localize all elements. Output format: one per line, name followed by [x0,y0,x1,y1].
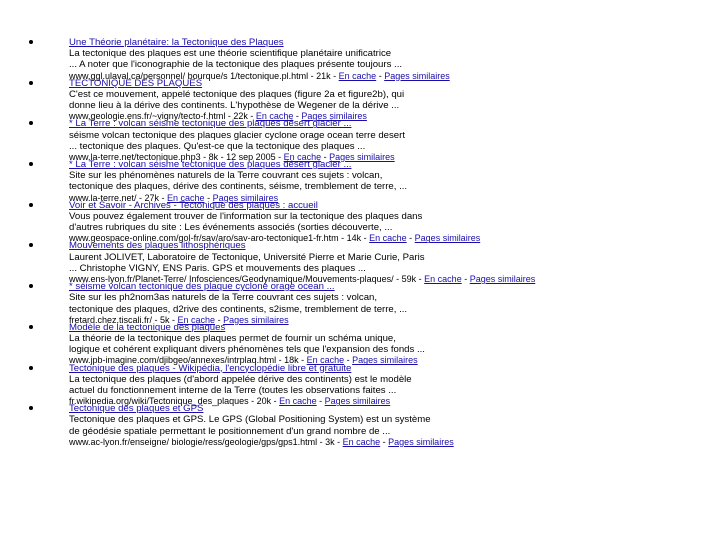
result-snippet-line: La théorie de la tectonique des plaques permet de fournir un schéma unique, [69,333,396,345]
link-separator: - [344,355,353,366]
similar-pages-link[interactable]: Pages similaires [469,274,536,285]
search-result-item [0,37,720,81]
link-separator: - [321,151,330,162]
result-url: www.la-terre.net/tectonique.php3 - 8k - 12 sep 2005 - [69,151,284,162]
result-snippet-line: La tectonique des plaques est une théorie scientifique planétaire unificatrice [69,48,392,60]
result-url: www.la-terre.net/ - 27k - [69,192,168,203]
link-separator: - [380,436,389,447]
link-separator: - [461,274,470,285]
result-snippet-line: actuel du fonctionnement interne de la Terre (toutes les observations faites ... [69,384,397,396]
similar-pages-link[interactable]: Pages similaires [388,436,454,447]
search-result-item [0,199,720,244]
link-separator: - [316,396,325,407]
result-snippet-line: tectonique des plaques, dérive des continents, séisme, tremblement de terre, ... [69,181,408,193]
cache-link[interactable]: En cache [279,396,317,407]
similar-pages-link[interactable]: Pages similaires [384,70,450,81]
search-result-item [0,362,720,407]
link-separator: - [376,70,385,81]
search-results-list [0,37,720,447]
search-result-item [0,77,720,122]
search-result-item [0,321,720,366]
cache-link[interactable]: En cache [424,274,462,285]
cache-link[interactable]: En cache [283,151,322,162]
cache-link[interactable]: En cache [255,111,294,122]
bullet-icon [29,325,33,329]
result-snippet-line: d'autres rubriques du site : Les événements associés (sorties découverte, ... [69,222,393,234]
result-url: fretard.chez.tiscali.fr/ - 5k - [69,314,178,325]
result-snippet-line: donne lieu à la dérive des continents. L'hypothèse de Wegener de la dérive ... [69,100,400,112]
search-result-item [0,118,720,162]
result-url: www.jpb-imagine.com/djibgeo/annexes/intrplaq.html - 18k - [69,355,307,366]
cache-link[interactable]: En cache [306,355,345,366]
result-snippet-line: séisme volcan tectonique des plaques glacier cyclone orage ocean terre desert [69,129,405,141]
result-snippet-line: ... tectonique des plaques. Qu'est-ce que la tectonique des plaques ... [69,140,366,152]
cache-link[interactable]: En cache [369,233,407,244]
result-title-link[interactable]: Mouvements des plaques lithosphériques [69,240,246,252]
bullet-icon [29,81,33,85]
cache-link[interactable]: En cache [342,436,381,447]
result-title-link[interactable]: Une Théorie planétaire: la Tectonique des Plaques [69,37,284,48]
result-snippet-line: logique et cohérent expliquant divers phénomènes tels que l'expansion des fonds ... [69,344,425,356]
search-result-item [0,403,720,447]
result-snippet-line: Site sur les ph2nom3as naturels de la Terre couvrant ces sujets : volcan, [69,292,378,304]
result-snippet-line: ... A noter que l'iconographie de la tectonique des plaques présente toujours ... [69,59,403,71]
search-result-item [0,159,720,203]
result-url: www.geologie.ens.fr/~vigny/tecto-f.html - 22k - [69,111,256,122]
similar-pages-link[interactable]: Pages similaires [301,111,367,122]
bullet-icon [29,243,33,247]
result-title-link[interactable]: * séisme volcan tectonique des plaque cyclone orage ocean ... [69,281,335,293]
link-separator: - [293,111,302,122]
result-url: www.ac-lyon.fr/enseigne/ biologie/ress/geologie/gps/gps1.html - 3k - [69,436,343,447]
similar-pages-link[interactable]: Pages similaires [414,233,481,244]
cache-link[interactable]: En cache [167,192,205,203]
result-snippet-line: tectonique des plaques, d2rive des continents, s2isme, tremblement de terre, ... [69,303,408,315]
result-snippet-line: ... Christophe VIGNY, ENS Paris. GPS et mouvements des plaques ... [69,262,366,274]
result-title-link[interactable]: Tectonique des plaques et GPS [69,403,204,415]
result-snippet-line: C'est ce mouvement, appelé tectonique des plaques (figure 2a et figure2b), qui [69,88,405,100]
result-snippet-line: Vous pouvez également trouver de l'information sur la tectonique des plaques dans [69,210,423,222]
result-meta-line [69,437,720,447]
bullet-icon [29,366,33,370]
similar-pages-link[interactable]: Pages similaires [352,355,418,366]
result-title-link[interactable]: * La Terre : volcan séisme tectonique des plaques désert glacier ... [69,118,352,130]
link-separator: - [406,233,415,244]
result-url: www.ens-lyon.fr/Planet-Terre/ Infosciences/Geodynamique/Mouvements-plaques/ - 59k - [69,274,425,285]
similar-pages-link[interactable]: Pages similaires [212,192,279,203]
result-snippet-line: Site sur les phénomènes naturels de la Terre couvrant ces sujets : volcan, [69,170,383,182]
result-title-link[interactable]: Tectonique des plaques - Wikipédia, l'encyclopédie libre et gratuite [69,362,352,374]
bullet-icon [29,162,33,166]
cache-link[interactable]: En cache [338,70,377,81]
link-separator: - [215,314,224,325]
search-result-item [0,281,720,325]
bullet-icon [29,203,33,207]
result-url: www.ggl.ulaval.ca/personnel/ bourque/s 1/tectonique.pl.html - 21k - [69,70,339,81]
result-title-link[interactable]: Voir et Savoir - Archives - Tectonique des plaques : accueil [69,199,318,211]
result-snippet-line: La tectonique des plaques (d'abord appelée dérive des continents) est le modèle [69,373,412,385]
cache-link[interactable]: En cache [177,314,216,325]
result-title-link[interactable]: Modèle de la tectonique des plaques [69,321,226,333]
bullet-icon [29,406,33,410]
result-url: www.geospace-online.com/gol-fr/sav/aro/sav-aro-tectonique1-fr.htm - 14k - [69,233,370,244]
result-snippet-line: de géodésie spatiale permettant le positionnement d'un grand nombre de ... [69,425,391,437]
search-result-item [0,240,720,285]
link-separator: - [204,192,213,203]
result-snippet-line: Laurent JOLIVET, Laboratoire de Tectonique, Université Pierre et Marie Curie, Paris [69,251,425,263]
bullet-icon [29,40,33,44]
bullet-icon [29,121,33,125]
result-title-link[interactable]: * La Terre : volcan séisme tectonique des plaques désert glacier ... [69,159,352,171]
bullet-icon [29,284,33,288]
similar-pages-link[interactable]: Pages similaires [223,314,289,325]
similar-pages-link[interactable]: Pages similaires [329,151,395,162]
result-url: fr.wikipedia.org/wiki/Tectonique_des_plaques - 20k - [69,396,280,407]
result-title-link[interactable]: TECTONIQUE DES PLAQUES [69,77,203,89]
result-snippet-line: Tectonique des plaques et GPS. Le GPS (Global Positioning System) est un système [69,414,431,426]
similar-pages-link[interactable]: Pages similaires [324,396,391,407]
